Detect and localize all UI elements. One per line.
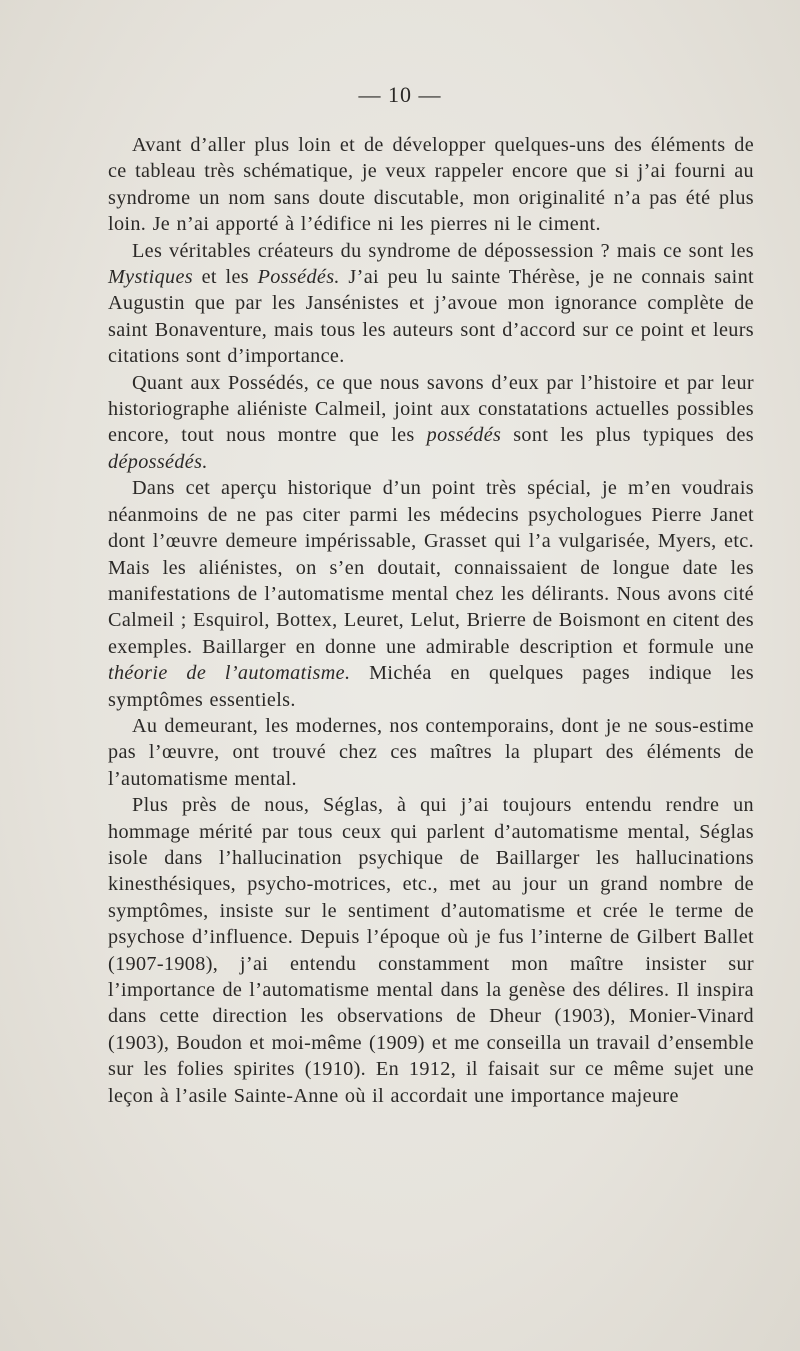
- italic-segment: Possédés.: [257, 266, 340, 289]
- paragraph: [108, 792, 754, 1109]
- paragraph: [108, 370, 754, 476]
- text-segment: Les véritables créateurs du syndrome de dépossession ? mais ce sont les: [132, 239, 754, 262]
- paragraph: [108, 132, 754, 238]
- body-text: [108, 132, 754, 1109]
- paragraph: [108, 475, 754, 713]
- text-segment: Quant aux Possédés, ce que nous savons d’eux par l’histoire et par leur historiographe aliéniste Calmeil, joint aux constatations actuelles possibles encore, tout nous montre que les: [108, 371, 754, 447]
- text-segment: J’ai peu lu sainte Thérèse, je ne connais saint Augustin que par les Jansénistes et j’avoue mon ignorance complète de saint Bonaventure, mais tous les auteurs sont d’accord sur ce point et leurs citations sont d’importance.: [108, 266, 755, 368]
- paragraph: [108, 238, 754, 370]
- italic-segment: Mystiques: [108, 266, 194, 289]
- text-segment: et les: [193, 266, 258, 289]
- text-segment: Plus près de nous, Séglas, à qui j’ai toujours entendu rendre un hommage mérité par tous ceux qui parlent d’automatisme mental, Séglas isole dans l’hallucination psychique de Baillarger les hallucinations kinesthésiques, psycho-motrices, etc., met au jour un grand nombre de symptômes, insiste sur le sentiment d’automatisme et crée le terme de psychose d’influence. Depuis l’époque où je fus l’interne de Gilbert Ballet (1907-1908), j’ai entendu constamment mon maître insister sur l’importance de l’automatisme mental dans la genèse des délires. Il inspira dans cette direction les observations de Dheur (1903), Monier-Vinard (1903), Boudon et moi-même (1909) et me conseilla un travail d’ensemble sur les folies spirites (1910). En 1912, il faisait sur ce même sujet une leçon à l’asile Sainte-Anne où il accordait une importance majeure: [108, 794, 754, 1107]
- text-segment: Dans cet aperçu historique d’un point très spécial, je m’en voudrais néanmoins de ne pas citer parmi les médecins psychologues Pierre Janet dont l’œuvre demeure impérissable, Grasset qui l’a vulgarisée, Myers, etc. Mais les aliénistes, on s’en doutait, connaissaient de longue date les manifestations de l’automatisme mental chez les délirants. Nous avons cité Calmeil ; Esquirol, Bottex, Leuret, Lelut, Brierre de Boismont en citent des exemples. Baillarger en donne une admirable description et formule une: [108, 477, 754, 658]
- paragraph: [108, 713, 754, 792]
- page-number: — 10 —: [358, 82, 442, 107]
- italic-segment: dépossédés.: [108, 450, 208, 473]
- text-segment: Au demeurant, les modernes, nos contemporains, dont je ne sous-estime pas l’œuvre, ont trouvé chez ces maîtres la plupart des éléments de l’automatisme mental.: [108, 714, 754, 790]
- text-segment: Michéa en quelques pages indique les symptômes essentiels.: [108, 662, 754, 711]
- text-segment: sont les plus typiques des: [501, 424, 755, 447]
- text-segment: Avant d’aller plus loin et de développer quelques-uns des éléments de ce tableau très schématique, je veux rappeler encore que si j’ai fourni au syndrome un nom sans doute discutable, mon originalité n’a pas été plus loin. Je n’ai apporté à l’édifice ni les pierres ni le ciment.: [108, 134, 754, 236]
- italic-segment: théorie de l’automatisme.: [108, 662, 351, 685]
- italic-segment: possédés: [426, 424, 502, 447]
